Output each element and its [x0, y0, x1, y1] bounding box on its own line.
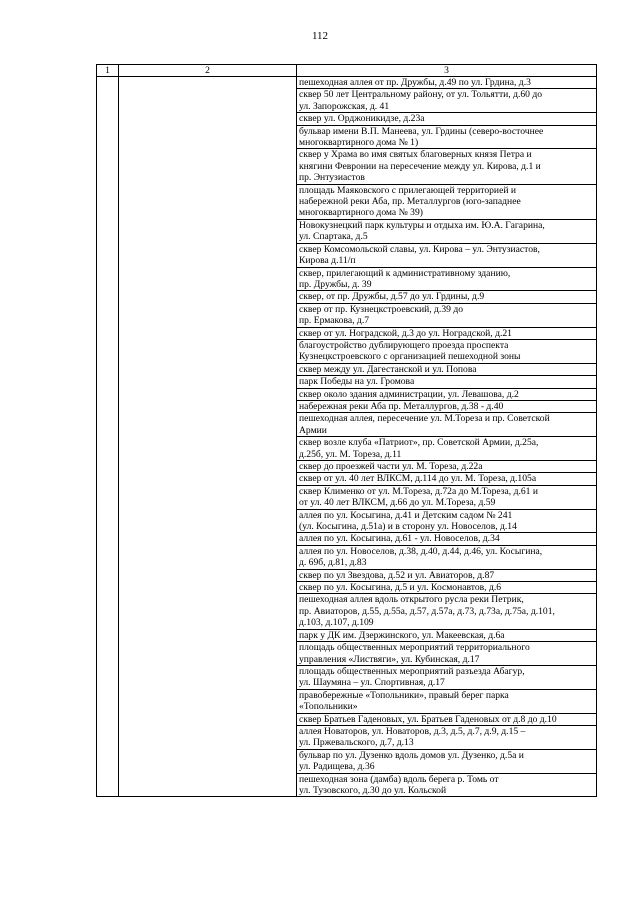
location-text: правобережные «Топольники», правый берег парка «Топольники» [299, 689, 509, 713]
location-cell [297, 219, 597, 243]
location-cell [297, 725, 597, 749]
location-text: сквер у Храма во имя святых благоверных князя Петра и княгини Февронии на пересечение между ул. Кирова, д.1 и пр. Энтузиастов [299, 149, 541, 184]
location-cell [297, 113, 597, 125]
location-cell [297, 89, 597, 113]
location-cell [297, 437, 597, 461]
location-cell [297, 545, 597, 569]
location-text: сквер от ул. Ноградской, д.3 до ул. Ноградской, д.21 [299, 327, 512, 339]
location-text: бульвар имени В.П. Манеева, ул. Грдины (северо-восточнее многоквартирного дома № 1) [299, 125, 544, 149]
location-cell [297, 485, 597, 509]
location-text: сквер 50 лет Центральному району, от ул. Тольятти, д.60 до ул. Запорожская, д. 41 [299, 89, 543, 112]
location-text: сквер между ул. Дагестанской и ул. Попова [299, 363, 477, 375]
location-text: парк Победы на ул. Громова [299, 376, 415, 388]
location-cell [297, 773, 597, 797]
location-cell [297, 243, 597, 267]
location-text: сквер возле клуба «Патриот», пр. Советской Армии, д.25а, д.25б, ул. М. Тореза, д.11 [299, 437, 539, 460]
location-text: сквер Братьев Гаденовых, ул. Братьев Гаденовых от д.8 до д.10 [299, 713, 557, 725]
location-cell [297, 388, 597, 400]
location-text: Новокузнецкий парк культуры и отдыха им. Ю.А. Гагарина, ул. Спартака, д.5 [299, 219, 545, 243]
location-cell [297, 665, 597, 689]
location-cell [297, 569, 597, 581]
column-2-cell [119, 77, 297, 797]
location-text: сквер ул. Орджоникидзе, д.23а [299, 113, 425, 125]
location-cell [297, 125, 597, 149]
location-text: сквер около здания администрации, ул. Левашова, д.2 [299, 388, 519, 400]
location-cell [297, 594, 597, 629]
location-text: сквер по ул Звездова, д.52 и ул. Авиаторов, д.87 [299, 569, 495, 581]
location-cell [297, 473, 597, 485]
location-text: благоустройство дублирующего проезда проспекта Кузнецкстроевского с организацией пешеходной зоны [299, 339, 521, 363]
location-text: площадь Маяковского с прилегающей территорией и набережной реки Аба, пр. Металлургов (юго-западнее многоквартирного дома № 39) [299, 184, 521, 219]
location-text: сквер Комсомольской славы, ул. Кирова – ул. Энтузиастов, Кирова д.11/п [299, 243, 540, 267]
location-text: пешеходная аллея вдоль открытого русла реки Петрик, пр. Авиаторов, д.55, д.55а, д.57, д.57а, д.73, д.73а, д.75а, д.101, д.103, д.107, д.109 [299, 594, 555, 629]
location-text: аллея Новаторов, ул. Новаторов, д.3, д.5, д.7, д.9, д.15 – ул. Пржевальского, д.7, д.13 [299, 725, 526, 749]
location-cell [297, 533, 597, 545]
location-cell [297, 339, 597, 363]
location-text: аллея по ул. Новоселов, д.38, д.40, д.44, д.46, ул. Косыгина, д. 69б, д.81, д.83 [299, 545, 543, 569]
location-text: сквер, прилегающий к административному зданию, пр. Дружбы, д. 39 [299, 267, 511, 290]
location-cell [297, 303, 597, 327]
location-cell [297, 461, 597, 473]
location-cell [297, 77, 597, 89]
location-cell [297, 689, 597, 713]
location-cell [297, 376, 597, 388]
location-cell [297, 582, 597, 594]
location-text: сквер Клименко от ул. М.Тореза, д.72а до М.Тореза, д.61 и от ул. 40 лет ВЛКСМ, д.66 до ул. М.Тореза, д.59 [299, 485, 538, 509]
location-text: бульвар по ул. Дузенко вдоль домов ул. Дузенко, д.5а и ул. Радищева, д.36 [299, 749, 524, 773]
location-text: сквер по ул. Косыгина, д.5 и ул. Космонавтов, д.6 [299, 582, 502, 594]
location-text: парк у ДК им. Дзержинского, ул. Макеевская, д.6а [299, 629, 505, 641]
table-header-row [97, 65, 597, 77]
location-text: площадь общественных мероприятий разъезда Абагур, ул. Шаумяна – ул. Спортивная, д.17 [299, 665, 525, 689]
location-text: сквер от ул. 40 лет ВЛКСМ, д.114 до ул. М. Тореза, д.105а [299, 473, 537, 485]
location-cell [297, 184, 597, 219]
table-body [97, 77, 597, 797]
column-1-cell [97, 77, 119, 797]
location-cell [297, 749, 597, 773]
table-row [97, 77, 597, 89]
location-text: пешеходная аллея от пр. Дружбы, д.49 по ул. Грдина, д.3 [299, 77, 531, 88]
location-text: сквер до проезжей части ул. М. Тореза, д.22а [299, 461, 483, 472]
document-table [96, 64, 597, 797]
location-cell [297, 413, 597, 437]
location-text: аллея по ул. Косыгина, д.61 - ул. Новоселов, д.34 [299, 533, 500, 545]
location-text: сквер от пр. Кузнецкстроевский, д.39 до пр. Ермакова, д.7 [299, 303, 463, 327]
column-header-3: 3 [297, 65, 597, 77]
location-text: пешеходная зона (дамба) вдоль берега р. Томь от ул. Тузовского, д.30 до ул. Кольской [299, 773, 499, 796]
column-header-2: 2 [119, 65, 297, 77]
column-header-1: 1 [97, 65, 119, 77]
location-cell [297, 509, 597, 533]
location-text: набережная реки Аба пр. Металлургов, д.38 - д.40 [299, 400, 504, 412]
location-cell [297, 327, 597, 339]
location-cell [297, 149, 597, 184]
location-cell [297, 642, 597, 666]
location-cell [297, 400, 597, 412]
location-cell [297, 363, 597, 375]
location-text: пешеходная аллея, пересечение ул. М.Тореза и пр. Советской Армии [299, 413, 550, 436]
location-cell [297, 291, 597, 303]
location-cell [297, 713, 597, 725]
location-text: сквер, от пр. Дружбы, д.57 до ул. Грдины, д.9 [299, 291, 485, 303]
location-cell [297, 267, 597, 291]
location-text: аллея по ул. Косыгина, д.41 и Детским садом № 241 (ул. Косыгина, д.51а) и в сторону ул. Новоселов, д.14 [299, 509, 517, 533]
location-cell [297, 629, 597, 641]
page-number: 112 [311, 30, 329, 42]
location-text: площадь общественных мероприятий территориального управления «Листвяги», ул. Кубинская, д.17 [299, 642, 530, 665]
